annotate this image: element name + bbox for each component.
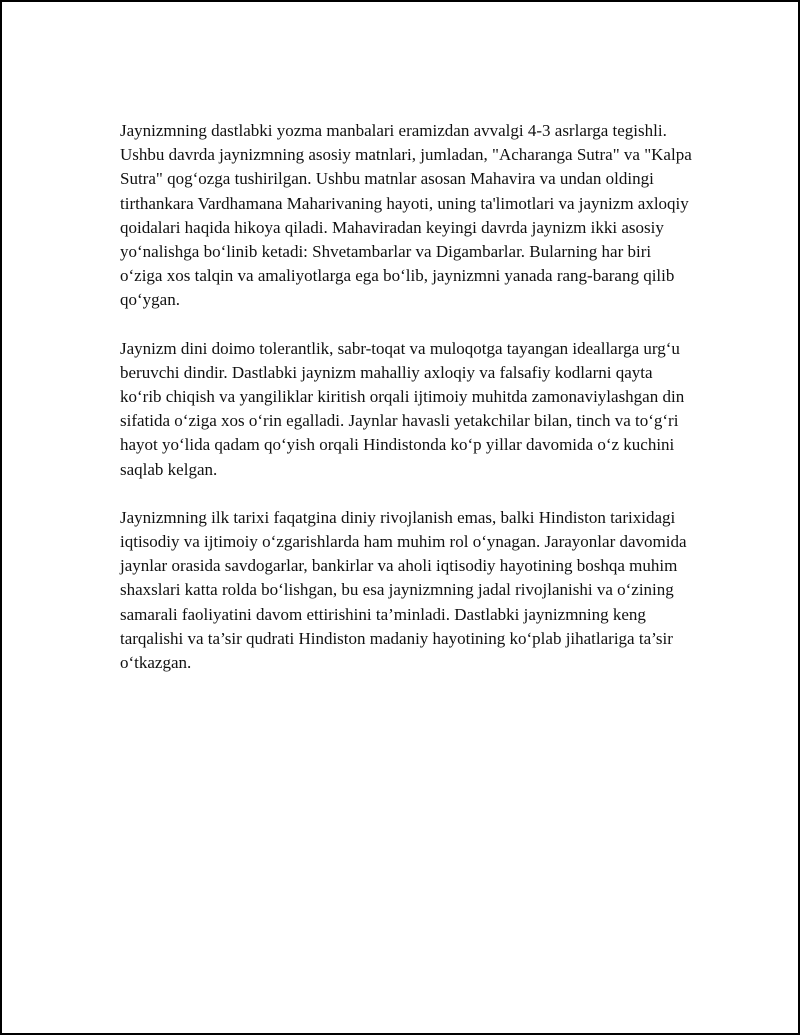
paragraph-2: Jaynizm dini doimo tolerantlik, sabr-toqat va muloqotga tayangan ideallarga urg‘u beruvchi dindir. Dastlabki jaynizm mahalliy axloqiy va falsafiy kodlarni qayta ko‘rib chiqish va yangiliklar kiritish orqali ijtimoiy muhitda zamonaviylashgan din sifatida o‘ziga xos o‘rin egalladi. Jaynlar havasli yetakchilar bilan, tinch va to‘g‘ri hayot yo‘lida qadam qo‘yish orqali Hindistonda ko‘p yillar davomida o‘z kuchini saqlab kelgan. [120, 338, 685, 479]
paragraph-1: Jaynizmning dastlabki yozma manbalari eramizdan avvalgi 4-3 asrlarga tegishli. Ushbu davrda jaynizmning asosiy matnlari, jumladan, "Acharanga Sutra" va "Kalpa Sutra" qog‘ozga tushirilgan. Ushbu matnlar asosan Mahavira va undan oldingi tirthankara Vardhamana Maharivaning hayoti, uning ta'limotlari va jaynizm axloqiy qoidalari haqida hikoya qiladi. Mahaviradan keyingi davrda jaynizm ikki asosiy yo‘nalishga bo‘linib ketadi: Shvetambarlar va Digambarlar. Bularning har biri o‘ziga xos talqin va amaliyotlarga ega bo‘lib, jaynizmni yanada rang-barang qilib qo‘ygan. [120, 121, 692, 310]
document-body [120, 119, 692, 699]
paragraph-3: Jaynizmning ilk tarixi faqatgina diniy rivojlanish emas, balki Hindiston tarixidagi iqtisodiy va ijtimoiy o‘zgarishlarda ham muhim rol o‘ynagan. Jarayonlar davomida jaynlar orasida savdogarlar, bankirlar va aholi iqtisodiy hayotining boshqa muhim shaxslari katta rolda bo‘lishgan, bu esa jaynizmning jadal rivojlanishi va o‘zining samarali faoliyatini davom ettirishini ta’minladi. Dastlabki jaynizmning keng tarqalishi va ta’sir qudrati Hindiston madaniy hayotining ko‘plab jihatlariga ta’sir o‘tkazgan. [120, 507, 687, 673]
